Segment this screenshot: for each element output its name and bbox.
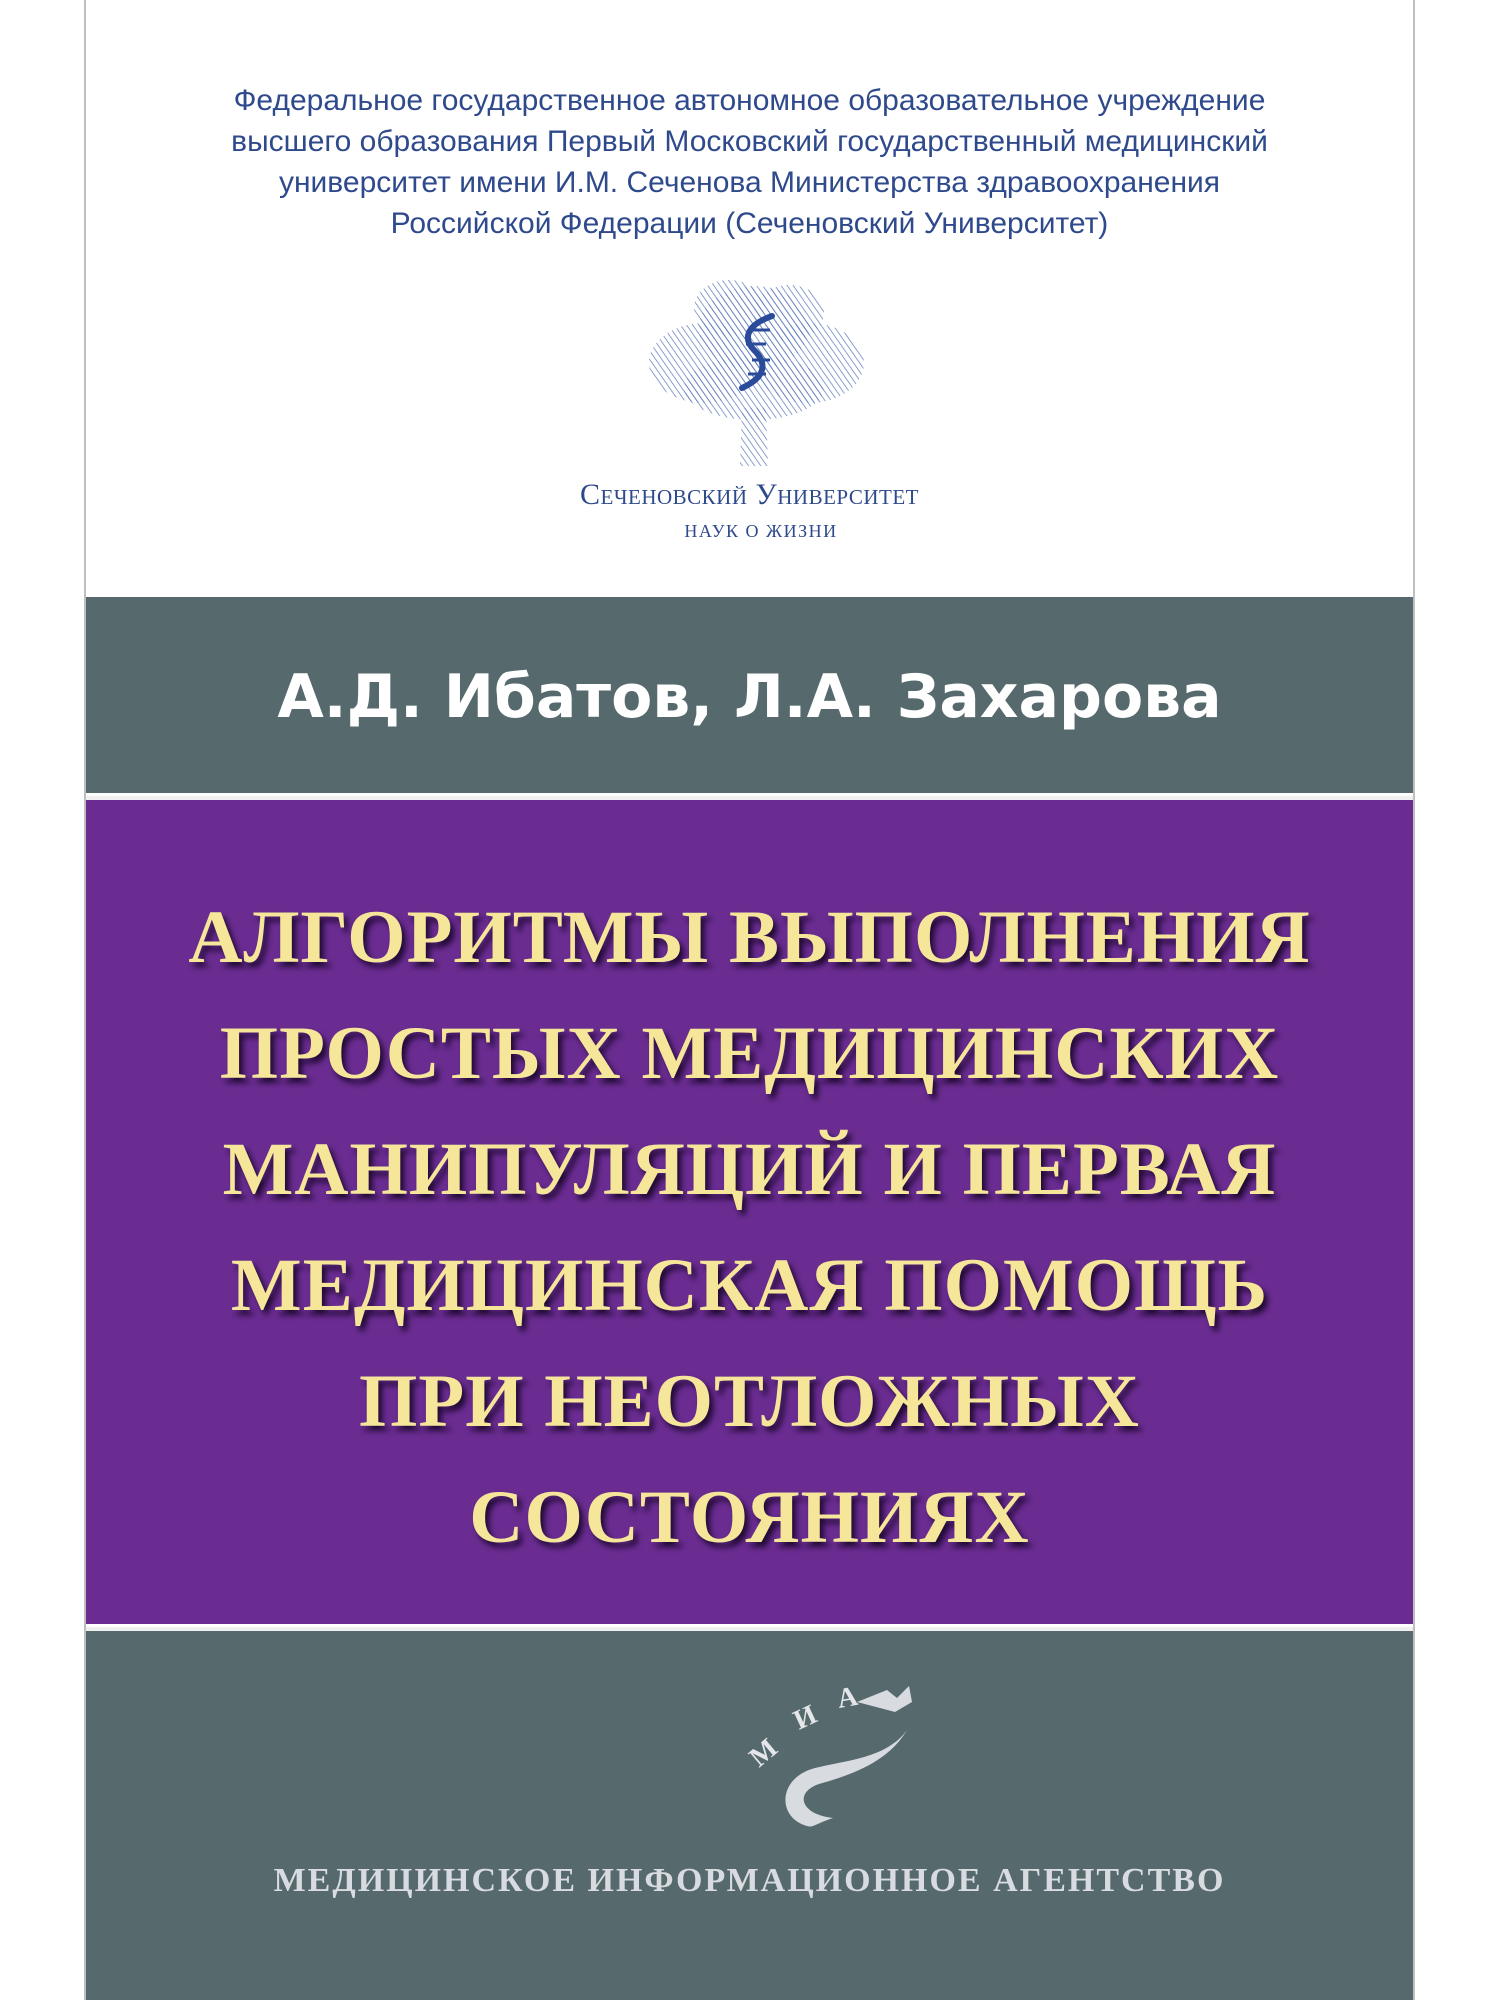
university-tagline: НАУК О ЖИЗНИ <box>684 521 838 541</box>
authors: А.Д. Ибатов, Л.А. Захарова <box>277 662 1222 732</box>
title-line: СОСТОЯНИЯХ <box>469 1476 1030 1559</box>
institution-name <box>86 80 1413 244</box>
logo-letter: М <box>743 1732 784 1774</box>
university-name: Сеченовский Университет <box>580 478 919 511</box>
institution-line: Российской Федерации (Сеченовский Университет) <box>390 207 1109 240</box>
institution-line: университет имени И.М. Сеченова Министерства здравоохранения <box>278 166 1221 199</box>
title-line: МЕДИЦИНСКАЯ ПОМОЩЬ <box>230 1244 1269 1327</box>
title-line: МАНИПУЛЯЦИЙ И ПЕРВАЯ <box>222 1128 1277 1211</box>
book-cover <box>84 0 1415 2000</box>
institution-line: Федеральное государственное автономное образовательное учреждение <box>233 84 1266 117</box>
logo-letter: И <box>788 1699 822 1737</box>
book-title <box>86 880 1413 1576</box>
title-line: ПРИ НЕОТЛОЖНЫХ <box>359 1360 1140 1443</box>
logo-letter: А <box>834 1680 861 1715</box>
title-line: ПРОСТЫХ МЕДИЦИНСКИХ <box>219 1012 1280 1095</box>
title-line: АЛГОРИТМЫ ВЫПОЛНЕНИЯ <box>188 896 1311 979</box>
institution-line: высшего образования Первый Московский государственный медицинский <box>231 125 1268 158</box>
publisher-name: МЕДИЦИНСКОЕ ИНФОРМАЦИОННОЕ АГЕНТСТВО <box>273 1862 1226 1899</box>
tree-dna-logo-icon <box>634 268 874 468</box>
mia-publisher-logo-icon <box>737 1668 937 1838</box>
